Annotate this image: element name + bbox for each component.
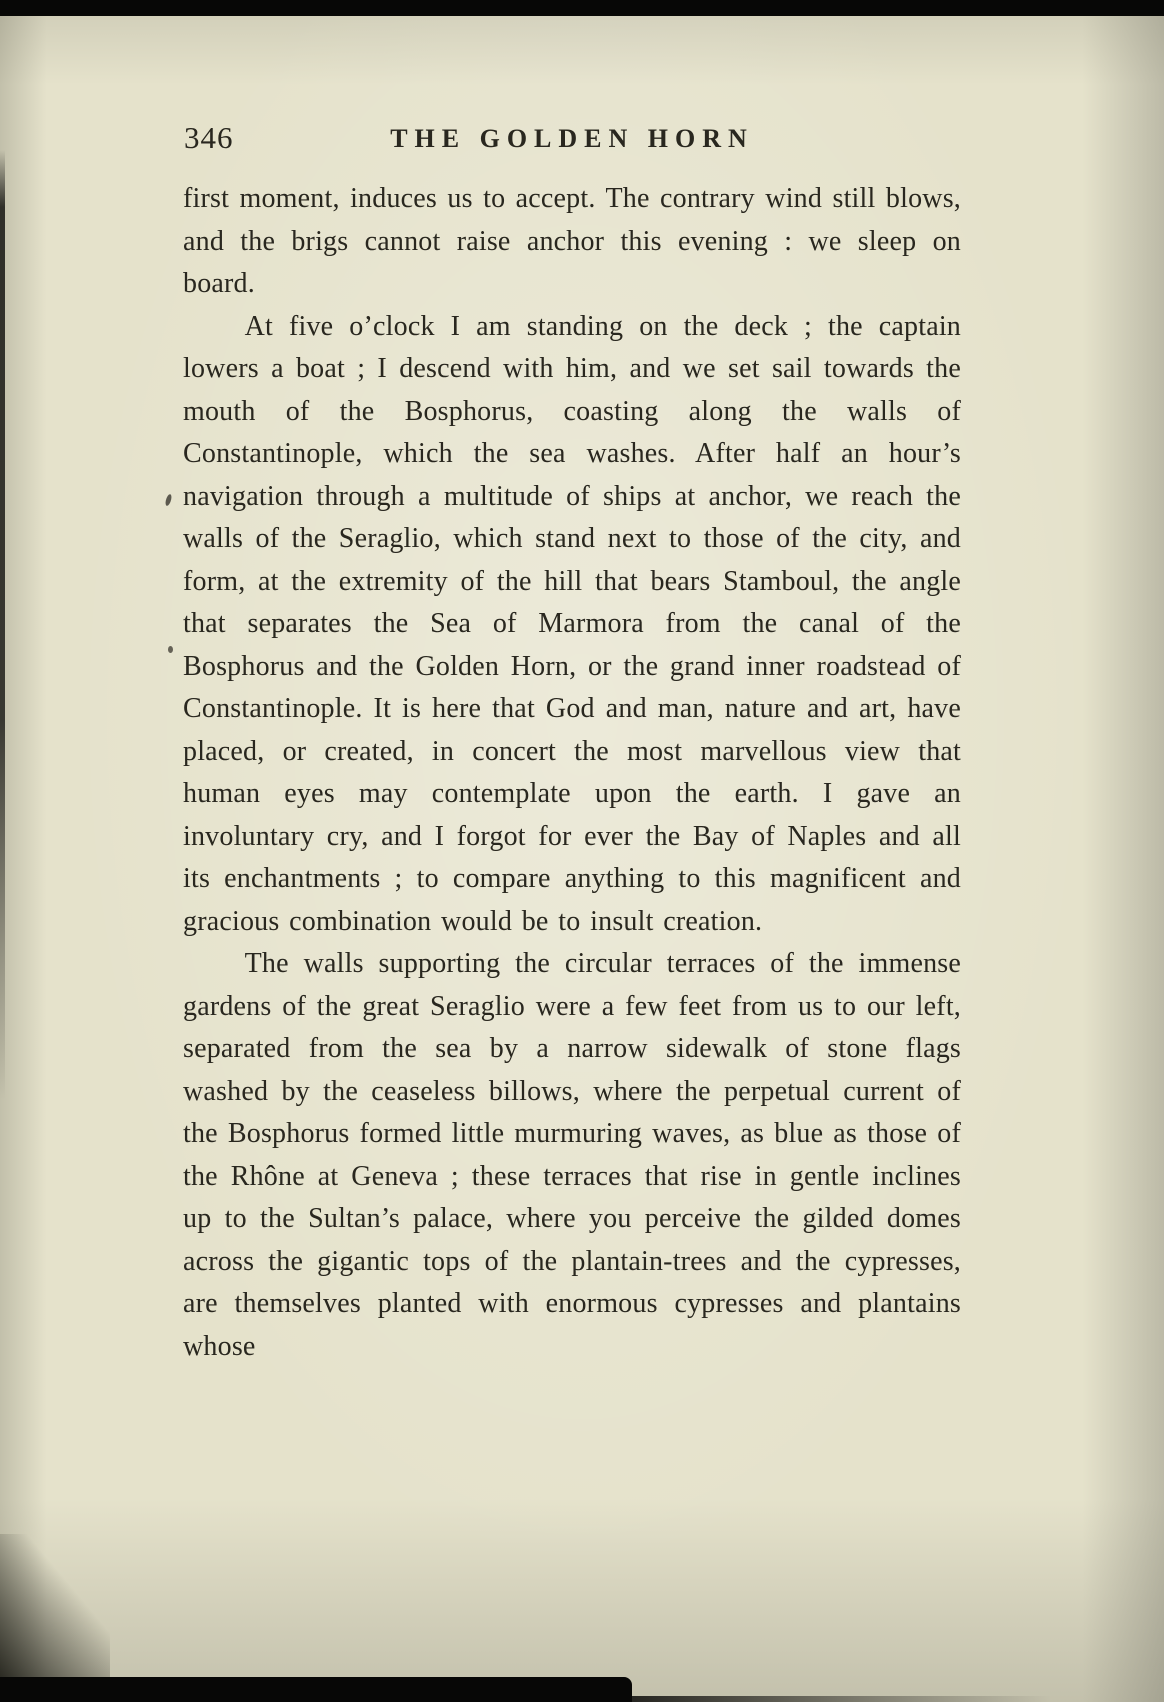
paragraph: first moment, induces us to accept. The contrary wind still blows, and the brigs cannot raise anchor this evening : we sleep on board. <box>183 183 961 299</box>
paragraph: At five o’clock I am standing on the deck ; the captain lowers a boat ; I descend with him, and we set sail towards the mouth of the Bosphorus, coasting along the walls of Constantinople, which the sea washes. After half an hour’s navigation through a multitude of ships at anchor, we reach the walls of the Seraglio, which stand next to those of the city, and form, at the extremity of the hill that bears Stamboul, the angle that separates the Sea of Marmora from the canal of the Bosphorus and the Golden Horn, or the grand inner roadstead of Constantinople. It is here that God and man, nature and art, have placed, or created, in concert the most marvellous view that human eyes may contemplate upon the earth. I gave an involuntary cry, and I forgot for ever the Bay of Naples and all its enchantments ; to compare anything to this magnificent and gracious combination would be to insult creation. <box>183 310 961 937</box>
scan-edge-left <box>0 150 5 1100</box>
scan-edge-top <box>0 0 1164 16</box>
scan-edge-bottom-fade <box>600 1696 1164 1702</box>
scan-artifact <box>165 494 172 507</box>
paragraph: The walls supporting the circular terraces of the immense gardens of the great Seraglio were a few feet from us to our left, separated from the sea by a narrow sidewalk of stone flags washed by the ceaseless billows, where the perpetual current of the Bosphorus formed little murmuring waves, as blue as those of the Rhône at Geneva ; these terraces that rise in gentle inclines up to the Sultan’s palace, where you perceive the gilded domes across the gigantic tops of the plantain-trees and the cypresses, are themselves planted with enormous cypresses and plantains whose <box>183 948 961 1362</box>
scan-artifact <box>168 646 173 653</box>
scan-corner-shadow <box>0 1534 110 1684</box>
running-header: THE GOLDEN HORN <box>390 124 754 153</box>
scan-edge-bottom <box>0 1677 632 1702</box>
page-number: 346 <box>184 120 234 155</box>
body-text <box>183 178 961 1368</box>
